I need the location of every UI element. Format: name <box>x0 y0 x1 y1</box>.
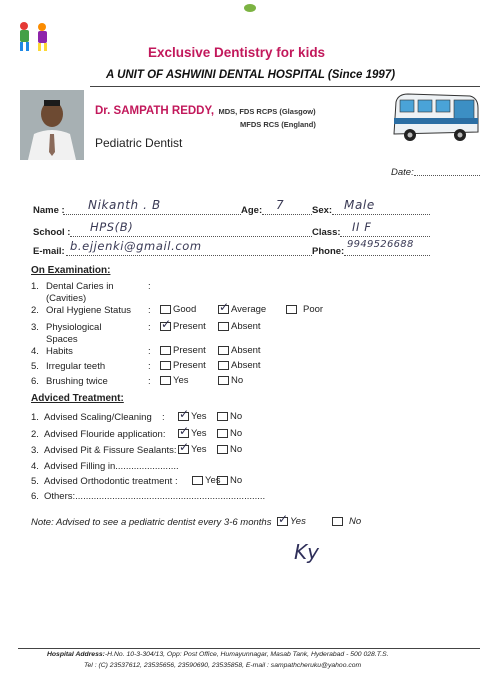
exam-num-4: 4. <box>31 346 39 357</box>
treat-text-1: Advised Scaling/Cleaning <box>44 412 152 423</box>
exam-colon-1: : <box>148 281 151 292</box>
sealants-yes-option[interactable] <box>178 444 207 455</box>
exam-text-3b: Spaces <box>46 334 78 345</box>
note-no-label: No <box>349 516 362 527</box>
exam-colon-3: : <box>148 322 151 333</box>
flouride-no-option[interactable] <box>217 428 242 439</box>
exam-num-2: 2. <box>31 305 39 316</box>
spaces-absent-option[interactable] <box>218 321 261 332</box>
phone-label: Phone: <box>312 246 345 257</box>
habits-absent-option[interactable] <box>218 345 261 356</box>
treat-text-4: Advised Filling in........................ <box>44 461 179 472</box>
irregular-present-checkbox[interactable] <box>160 361 171 370</box>
sex-field[interactable] <box>332 214 430 215</box>
email-field[interactable] <box>66 255 312 256</box>
ortho-no-label: No <box>230 475 243 486</box>
school-label: School : <box>33 227 71 238</box>
age-value: 7 <box>276 198 285 212</box>
exam-text-1: Dental Caries in <box>46 281 114 292</box>
class-label: Class: <box>312 227 341 238</box>
age-field[interactable] <box>262 214 312 215</box>
exam-text-5: Irregular teeth <box>46 361 106 372</box>
scaling-no-checkbox[interactable] <box>217 412 228 421</box>
specialty: Pediatric Dentist <box>95 136 183 150</box>
note-no-checkbox[interactable] <box>332 517 343 526</box>
doctor-name: Dr. SAMPATH REDDY, <box>95 105 215 117</box>
since-text: (Since 1997) <box>327 69 396 81</box>
signature: Ky <box>294 540 320 564</box>
name-label: Name : <box>33 205 65 216</box>
treat-num-6: 6. <box>31 491 39 502</box>
spaces-present-label: Present <box>173 321 206 332</box>
sex-value: Male <box>344 198 375 212</box>
footer-address: -H.No. 10-3-304/13, Opp: Post Office, Humayunnagar, Masab Tank, Hyderabad - 500 028.T.S. <box>104 651 389 658</box>
exam-colon-6: : <box>148 376 151 387</box>
exam-text-4: Habits <box>46 346 73 357</box>
note-yes-option[interactable] <box>277 516 306 527</box>
ortho-yes-checkbox[interactable] <box>192 476 203 485</box>
treat-text-2: Advised Flouride application: <box>44 429 166 440</box>
exam-colon-5: : <box>148 361 151 372</box>
hygiene-average-label: Average <box>231 304 267 315</box>
scaling-yes-label: Yes <box>191 411 207 422</box>
doctor-photo <box>20 90 84 160</box>
treat-num-3: 3. <box>31 445 39 456</box>
exam-colon-4: : <box>148 346 151 357</box>
irregular-absent-option[interactable] <box>218 360 261 371</box>
class-field[interactable] <box>340 236 430 237</box>
brushing-no-label: No <box>231 375 244 386</box>
treat-num-2: 2. <box>31 429 39 440</box>
flouride-yes-option[interactable] <box>178 428 207 439</box>
doctor-name-line <box>95 101 316 119</box>
name-value: Nikanth . B <box>88 198 161 212</box>
ortho-yes-label: Yes <box>205 475 221 486</box>
name-field[interactable] <box>63 214 241 215</box>
exam-colon-2: : <box>148 305 151 316</box>
hygiene-good-option[interactable] <box>160 304 196 315</box>
date-label: Date: <box>391 167 414 178</box>
sex-label: Sex: <box>312 205 333 216</box>
age-label: Age: <box>241 205 263 216</box>
treat-num-1: 1. <box>31 412 39 423</box>
irregular-absent-checkbox[interactable] <box>218 361 229 370</box>
email-value: b.ejjenki@gmail.com <box>70 239 202 253</box>
spaces-present-checkbox[interactable] <box>160 322 171 331</box>
hygiene-average-checkbox[interactable] <box>218 305 229 314</box>
date-field[interactable] <box>414 174 480 176</box>
exam-num-5: 5. <box>31 361 39 372</box>
hygiene-poor-checkbox[interactable] <box>286 305 297 314</box>
hygiene-good-label: Good <box>173 304 197 315</box>
hygiene-poor-label: Poor <box>303 304 324 315</box>
leaf-icon <box>243 0 257 10</box>
email-label: E-mail: <box>33 246 65 257</box>
exam-text-6: Brushing twice <box>46 376 108 387</box>
scaling-no-label: No <box>230 411 243 422</box>
irregular-present-label: Present <box>173 360 206 371</box>
hygiene-average-option[interactable] <box>218 304 266 315</box>
sealants-no-label: No <box>230 444 243 455</box>
treatment-heading: Adviced Treatment: <box>31 393 124 404</box>
treat-num-5: 5. <box>31 476 39 487</box>
header-rule <box>90 86 480 87</box>
exam-num-3: 3. <box>31 322 39 333</box>
tagline: Exclusive Dentistry for kids <box>148 45 326 60</box>
irregular-present-option[interactable] <box>160 360 206 371</box>
note-text: Note: Advised to see a pediatric dentist every 3-6 months <box>31 517 272 528</box>
exam-text-3: Physiological <box>46 322 102 333</box>
sealants-yes-checkbox[interactable] <box>178 445 189 454</box>
brushing-yes-checkbox[interactable] <box>160 376 171 385</box>
flouride-no-label: No <box>230 428 243 439</box>
flouride-no-checkbox[interactable] <box>217 429 228 438</box>
habits-absent-checkbox[interactable] <box>218 346 229 355</box>
spaces-present-option[interactable] <box>160 321 206 332</box>
class-value: II F <box>352 220 372 234</box>
spaces-absent-label: Absent <box>231 321 261 332</box>
sealants-yes-label: Yes <box>191 444 207 455</box>
footer-address-label: Hospital Address: <box>47 651 105 658</box>
exam-text-2: Oral Hygiene Status <box>46 305 132 316</box>
habits-present-option[interactable] <box>160 345 206 356</box>
hygiene-good-checkbox[interactable] <box>160 305 171 314</box>
exam-num-1: 1. <box>31 281 39 292</box>
footer-rule <box>18 648 480 649</box>
note-no-option[interactable] <box>332 516 361 527</box>
exam-text-1b: (Cavities) <box>46 293 87 304</box>
doctor-quals-2: MFDS RCS (England) <box>240 120 316 129</box>
habits-present-label: Present <box>173 345 206 356</box>
ortho-no-option[interactable] <box>217 475 242 486</box>
flouride-yes-checkbox[interactable] <box>178 429 189 438</box>
footer-tel: Tel : (C) 23537612, 23535656, 23590690, 23535858, E-mail : sampathcheruku@yahoo.com <box>84 662 362 669</box>
kids-logo <box>14 20 54 54</box>
school-value: HPS(B) <box>90 220 134 234</box>
treat-text-5: Advised Orthodontic treatment : <box>44 476 178 487</box>
scaling-no-option[interactable] <box>217 411 242 422</box>
scaling-yes-option[interactable] <box>178 411 207 422</box>
hygiene-poor-option[interactable] <box>286 304 323 315</box>
habits-present-checkbox[interactable] <box>160 346 171 355</box>
phone-field[interactable] <box>344 255 430 256</box>
irregular-absent-label: Absent <box>231 360 261 371</box>
scaling-yes-checkbox[interactable] <box>178 412 189 421</box>
school-field[interactable] <box>70 236 312 237</box>
brushing-yes-label: Yes <box>173 375 189 386</box>
note-yes-checkbox[interactable] <box>277 517 288 526</box>
treat-colon-1: : <box>162 412 165 423</box>
treat-text-3: Advised Pit & Fissure Sealants: <box>44 445 177 456</box>
brushing-no-checkbox[interactable] <box>218 376 229 385</box>
phone-value: 9949526688 <box>347 239 414 250</box>
footer-address-line <box>47 651 389 658</box>
doctor-quals-1: MDS, FDS RCPS (Glasgow) <box>218 107 316 116</box>
brushing-no-option[interactable] <box>218 375 243 386</box>
sealants-no-checkbox[interactable] <box>217 445 228 454</box>
habits-absent-label: Absent <box>231 345 261 356</box>
brushing-yes-option[interactable] <box>160 375 189 386</box>
ortho-no-checkbox[interactable] <box>217 476 228 485</box>
examination-heading: On Examination: <box>31 265 111 276</box>
exam-num-6: 6. <box>31 376 39 387</box>
note-yes-label: Yes <box>290 516 306 527</box>
unit-line <box>106 69 395 81</box>
bus-icon <box>390 90 480 146</box>
spaces-absent-checkbox[interactable] <box>218 322 229 331</box>
treat-num-4: 4. <box>31 461 39 472</box>
treat-text-6: Others:........................................................................ <box>44 491 266 502</box>
sealants-no-option[interactable] <box>217 444 242 455</box>
flouride-yes-label: Yes <box>191 428 207 439</box>
unit-line-text: A UNIT OF ASHWINI DENTAL HOSPITAL <box>106 69 325 81</box>
